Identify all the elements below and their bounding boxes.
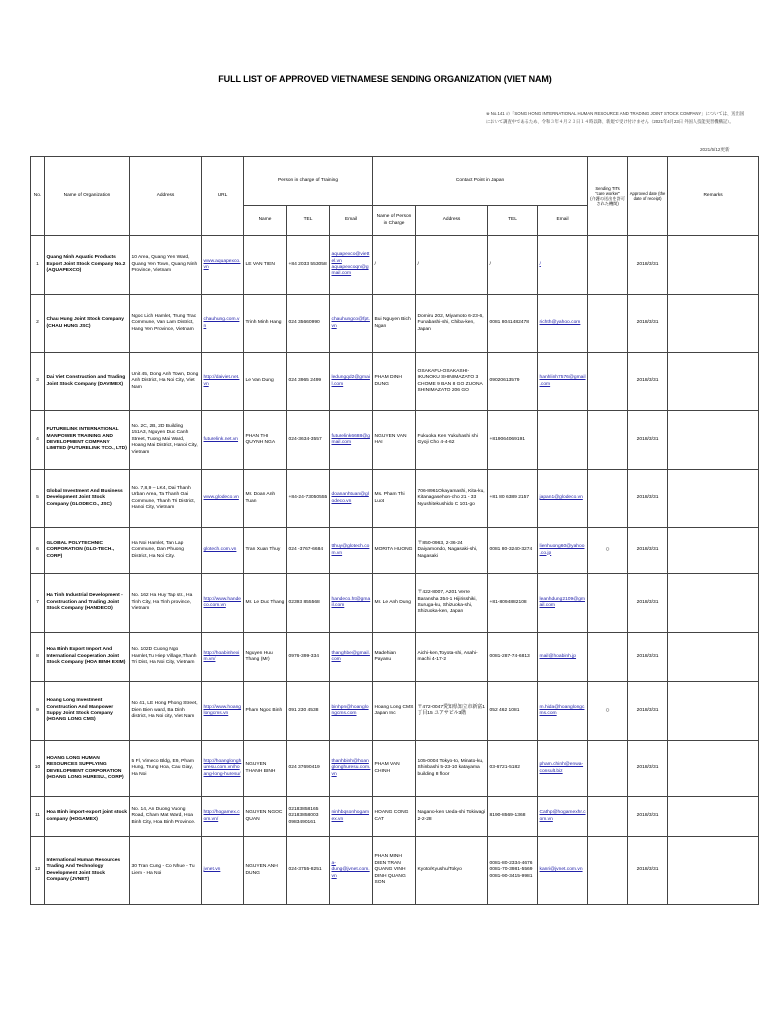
jp-address: Kyoto/Kyushu/Tokyo: [416, 837, 488, 905]
sending-mark: ○: [588, 682, 628, 741]
address: No. 14, An Duong Vuong Road, Cham Mat Ward, Hoa Binh City, Hoa Binh Province.: [130, 797, 202, 837]
approved-date: 2018/3/31: [628, 741, 668, 797]
approved-date: 2018/3/31: [628, 837, 668, 905]
remarks: [668, 633, 759, 682]
header-jp-person: Name of Person in Charge: [373, 206, 416, 236]
jp-tel: 0081 8041482478: [488, 295, 538, 353]
sending-mark: [588, 353, 628, 411]
jp-tel: 0081-80-2334-4676 0081-70-3981-5569 0081-90-3415-9981: [488, 837, 538, 905]
jp-tel: /: [488, 236, 538, 295]
website-link[interactable]: http://hoabinhexim.vn/: [202, 633, 244, 682]
jp-person: Mr. Le Anh Dung: [373, 574, 416, 633]
contact-email[interactable]: chauhungco@fpt.vn: [330, 295, 373, 353]
table-row: [31, 353, 759, 411]
approved-date: 2018/3/31: [628, 528, 668, 574]
approved-date: 2018/3/31: [628, 295, 668, 353]
row-number: 1: [31, 236, 45, 295]
table-row: [31, 682, 759, 741]
sending-mark: [588, 741, 628, 797]
address: No. 2C, 2B, 2D Building 151A3, Nguyen Duc Canh Street, Tuong Mai Ward, Hoang Mai District, Hanoi City, Vietnam: [130, 411, 202, 470]
contact-tel: 024 3965 2499: [287, 353, 330, 411]
header-org: Name of Organization: [45, 157, 130, 236]
jp-tel: 0081-287-74-6813: [488, 633, 538, 682]
row-number: 2: [31, 295, 45, 353]
organization-name: Global Investment And Business Development Joint Stock Company (GLODECO., JSC): [45, 470, 130, 528]
approved-date: 2018/3/31: [628, 633, 668, 682]
jp-person: Ms. Pham Thi Luot: [373, 470, 416, 528]
header-jp-tel: TEL: [488, 206, 538, 236]
organization-name: Hoa Binh Export Import And International Cooperation Joint Stock Company (HOA BINH EXIM): [45, 633, 130, 682]
sending-mark: [588, 633, 628, 682]
header-name: Name: [244, 206, 287, 236]
jp-email[interactable]: japan1@glodeco.vn: [538, 470, 588, 528]
organization-table: [30, 156, 759, 905]
contact-tel: 024 35660990: [287, 295, 330, 353]
note-text: ※ No.141 の「SONG HONG INTERNATIONAL HUMAN RESOURCE AND TRADING JOINT STOCK COMPANY」については、送出国において調査中であるため、令和３年４月２３日１４時以降、新規で受け付けません（2021年4月23日 外国人技能実習機構記）。: [486, 111, 745, 124]
organization-name: Hoa Binh import-export joint stock company (HOGAMEX): [45, 797, 130, 837]
sending-mark: [588, 295, 628, 353]
update-date: 2021/5/12更新: [700, 147, 730, 152]
table-row: [31, 470, 759, 528]
website-link[interactable]: chauhung.com.vn: [202, 295, 244, 353]
jp-address: 105-0004 Tokyo-to, Minato-ku, Shinbashi 5-23-10 katayama building 8 floor: [416, 741, 488, 797]
address: 10 Area, Quang Yen Ward, Quang Yen Town, Quang Ninh Province, Vietnam: [130, 236, 202, 295]
approved-date: 2018/3/31: [628, 411, 668, 470]
organization-name: Dai Viet Construction and Trading Joint Stock Company (DAVIMEX): [45, 353, 130, 411]
address: No. 7,8,9 – LK4, Dai Thanh Urban Area, Ta Thanh Oai Commune, Thanh Tri District, Hanoi City, Vietnam: [130, 470, 202, 528]
sending-mark: [588, 574, 628, 633]
remarks: [668, 837, 759, 905]
jp-address: 〒850-0963, 2-36-24 Daiyamondo, Nagasaki-shi, Nagasaki: [416, 528, 488, 574]
table-row: [31, 837, 759, 905]
row-number: 11: [31, 797, 45, 837]
row-number: 6: [31, 528, 45, 574]
jp-person: NGUYEN VAN HAI: [373, 411, 416, 470]
approved-date: 2018/3/31: [628, 574, 668, 633]
website-link[interactable]: futurelink.net.vn: [202, 411, 244, 470]
remarks: [668, 797, 759, 837]
organization-name: International Human Resources Trading And Technology Development Joint Stock Company (JVNET): [45, 837, 130, 905]
contact-name: Nguyen Huu Thang (Mr): [244, 633, 287, 682]
contact-name: Tran Xuan Thuy: [244, 528, 287, 574]
sending-mark: [588, 411, 628, 470]
jp-person: Hoang Long CMS Japan Inc: [373, 682, 416, 741]
jp-address: Domiru 202, Miyamoto 6-23-6, Funabashi-shi, Chiba-ken, Japan: [416, 295, 488, 353]
jp-address: OSAKAFU-OSAKASHI-IKUNOKU SHINIMAZATO 3 CHOME 9 BAN 8 GO ZUONA SHINIMAZATO 206 GO: [416, 353, 488, 411]
jp-email[interactable]: richth@yahoo.com: [538, 295, 588, 353]
contact-name: Mr. Doan Anh Tuan: [244, 470, 287, 528]
jp-email[interactable]: Cathp@hogamexhr.com.vn: [538, 797, 588, 837]
jp-person: Madehian Payanu: [373, 633, 416, 682]
jp-address: 〒422-8007, A201 Verre Baransha 354-1 Hijirisshiki, Suruga-ku, Shizuoka-shi, Shizuoka-ken, Japan: [416, 574, 488, 633]
row-number: 7: [31, 574, 45, 633]
remarks: [668, 236, 759, 295]
contact-tel: 02183858165 02183858003 0983490161: [287, 797, 330, 837]
row-number: 12: [31, 837, 45, 905]
row-number: 4: [31, 411, 45, 470]
remarks: [668, 470, 759, 528]
table-row: [31, 295, 759, 353]
remarks: [668, 528, 759, 574]
jp-email[interactable]: mail@hoabinh.jp: [538, 633, 588, 682]
header-jp-email: Email: [538, 206, 588, 236]
jp-address: Nagano-ken Ueda-shi Tokiwagi 2-2-28: [416, 797, 488, 837]
header-contact-japan: Contact Point in Japan: [373, 157, 588, 206]
jp-tel: 0081 80-3240-3274: [488, 528, 538, 574]
jp-person: /: [373, 236, 416, 295]
contact-email[interactable]: doananhtuan@glodeco.vn: [330, 470, 373, 528]
contact-name: NGUYEN THANH BINH: [244, 741, 287, 797]
website-link[interactable]: http://hoanglonghuresu.com.vn/hoang-long-huresu/: [202, 741, 244, 797]
organization-name: Ha Tinh Industrial Development - Construction and Trading Joint Stock Company (HANDECO): [45, 574, 130, 633]
jp-person: HOANG CONG CAT: [373, 797, 416, 837]
organization-name: GLOBAL POLYTECHNIC CORPORATION (GLO-TECH., CORP): [45, 528, 130, 574]
contact-tel: 024 -3767-6684: [287, 528, 330, 574]
remarks: [668, 295, 759, 353]
contact-tel: +84-24-73050555: [287, 470, 330, 528]
sending-mark: [588, 797, 628, 837]
table-row: [31, 236, 759, 295]
jp-email[interactable]: pham.chinh@enwa-consult.biz: [538, 741, 588, 797]
row-number: 10: [31, 741, 45, 797]
header-no: No.: [31, 157, 45, 236]
header-sending: Sending TITs "care worker" (介護の送出を許可された機関): [588, 157, 628, 236]
jp-tel: 09020613579: [488, 353, 538, 411]
header-jp-address: Address: [416, 206, 488, 236]
remarks: [668, 741, 759, 797]
jp-address: /: [416, 236, 488, 295]
row-number: 9: [31, 682, 45, 741]
jp-person: Bui Nguyen Bich Ngan: [373, 295, 416, 353]
contact-tel: +84 2033 553058: [287, 236, 330, 295]
website-link[interactable]: http://daiviet.net.vn: [202, 353, 244, 411]
page-title: FULL LIST OF APPROVED VIETNAMESE SENDING ORGANIZATION (VIET NAM): [218, 74, 552, 84]
jp-person: PHAM DINH DUNG: [373, 353, 416, 411]
sending-mark: [588, 837, 628, 905]
website-link[interactable]: http://www.hoanglongcms.vn: [202, 682, 244, 741]
remarks: [668, 574, 759, 633]
jp-tel: 8190-8569-1368: [488, 797, 538, 837]
jp-address: 706-8961Okayamashi, Kita-ku, Kitanagasehon-cho 21 - 33 Nyushitekushido C 101-go: [416, 470, 488, 528]
table-row: [31, 574, 759, 633]
row-number: 8: [31, 633, 45, 682]
organization-name: FUTURELINK INTERNATIONAL MANPOWER TRAINING AND DEVELOPMENT COMPANY LIMITED (FUTURELINK TCO., LTD): [45, 411, 130, 470]
header-email: Email: [330, 206, 373, 236]
header-remarks: Remarks: [668, 157, 759, 236]
sending-mark: [588, 236, 628, 295]
row-number: 3: [31, 353, 45, 411]
jp-email[interactable]: leanhdung2109@gmail.com: [538, 574, 588, 633]
contact-email[interactable]: ninhbqsonhogamex.vn: [330, 797, 373, 837]
header-address: Address: [130, 157, 202, 236]
contact-tel: 091 230 4538: [287, 682, 330, 741]
website-link[interactable]: jvnet.vn: [202, 837, 244, 905]
table-row: [31, 741, 759, 797]
contact-name: LE VAN TIEN: [244, 236, 287, 295]
address: No. 162 Ha Huy Tap str., Ha Tinh City, Ha Tinh province, Vietnam: [130, 574, 202, 633]
address: Unit 45, Dong Anh Town, Dong Anh District, Ha Noi City, Viet Nam: [130, 353, 202, 411]
jp-person: PHAN MINH DIEN TRAN QUANG VINH DINH QUANG SON: [373, 837, 416, 905]
address: 5 Fl, Vimeco Bldg, E9, Pham Hung, Trung Hoa, Cau Giay, Ha Noi: [130, 741, 202, 797]
approved-date: 2018/3/31: [628, 470, 668, 528]
contact-tel: 024-3755-8251: [287, 837, 330, 905]
contact-name: Le Van Dung: [244, 353, 287, 411]
jp-email[interactable]: kanri@jvnet.com.vn: [538, 837, 588, 905]
contact-email[interactable]: tthuy@glotech.com.vn: [330, 528, 373, 574]
table-row: [31, 633, 759, 682]
remarks: [668, 353, 759, 411]
jp-address: Fukuoka Ken Yukuhashi shi Gyoji Cho 4-4-62: [416, 411, 488, 470]
row-number: 5: [31, 470, 45, 528]
website-link[interactable]: http://hogamex.com.vn/: [202, 797, 244, 837]
header-url: URL: [202, 157, 244, 236]
address: No. 102D Cuong Ngo Hamlet,Tu Hiep Village,Thanh Tri Dist, Ha Noi City, Vietnam: [130, 633, 202, 682]
contact-name: PHAN THI QUYNH NGA: [244, 411, 287, 470]
website-link[interactable]: www.aquapexco.vn: [202, 236, 244, 295]
organization-name: Hoang Long Investment Construction And Manpower Suppy Joint Stock Company (HOANG LONG CMS): [45, 682, 130, 741]
jp-tel: +81-8094882108: [488, 574, 538, 633]
jp-email: [538, 411, 588, 470]
contact-name: Trinh Minh Hang: [244, 295, 287, 353]
jp-email[interactable]: /: [538, 236, 588, 295]
website-link[interactable]: http://www.handeco.com.vn: [202, 574, 244, 633]
address: Ngoc Lich Hamlet, Trung Trac Commune, Van Lam District, Hang Yen Province, Vietnam: [130, 295, 202, 353]
jp-email[interactable]: lienhuong60@yahoo.co.jp: [538, 528, 588, 574]
jp-email[interactable]: m.hida@hoanglongcms.com: [538, 682, 588, 741]
contact-email[interactable]: handeco.ht@gmail.com: [330, 574, 373, 633]
approved-date: 2018/3/31: [628, 353, 668, 411]
address: Ha Noi Hamlet, Tan Lap Commune, Dan Phuong District, Ha Noi City.: [130, 528, 202, 574]
contact-tel: 024 37690419: [287, 741, 330, 797]
table-row: [31, 528, 759, 574]
approved-date: 2018/3/31: [628, 236, 668, 295]
contact-tel: 024-3634-3557: [287, 411, 330, 470]
jp-person: MORITA HUONG: [373, 528, 416, 574]
table-row: [31, 411, 759, 470]
contact-email[interactable]: thanhbinh@hoanglonghuresu.com.vn: [330, 741, 373, 797]
contact-email[interactable]: binhpn@hoanglongcms.com: [330, 682, 373, 741]
remarks: [668, 411, 759, 470]
website-link[interactable]: glotech.com.vn: [202, 528, 244, 574]
approved-date: 2018/3/31: [628, 797, 668, 837]
jp-tel: 03-6721-5182: [488, 741, 538, 797]
approved-date: 2018/3/31: [628, 682, 668, 741]
contact-name: NGUYEN NGOC QUAN: [244, 797, 287, 837]
contact-email[interactable]: ledungqd2@gmail.com: [330, 353, 373, 411]
organization-name: Chau Hung Joint Stock Company (CHAU HUNG JSC): [45, 295, 130, 353]
jp-tel: 052 462 1081: [488, 682, 538, 741]
sending-mark: [588, 470, 628, 528]
organization-name: Quang Ninh Aquatic Products Export Joint Stock Company No.2 (AQUAPEXCO): [45, 236, 130, 295]
website-link[interactable]: www.glodeco.vn: [202, 470, 244, 528]
table-row: [31, 797, 759, 837]
contact-name: Mr. Le Duc Thang: [244, 574, 287, 633]
jp-tel: +819064069191: [488, 411, 538, 470]
contact-name: NGUYEN ANH DUNG: [244, 837, 287, 905]
jp-address: Aichi-ken,Toyota-shi, Asahi-machi 4-17-2: [416, 633, 488, 682]
contact-tel: 0976-399-334: [287, 633, 330, 682]
jp-tel: +81 80 6389 2157: [488, 470, 538, 528]
contact-name: Pham Ngoc Binh: [244, 682, 287, 741]
table-body: [31, 236, 759, 905]
contact-email[interactable]: futurelink6688@gmail.com: [330, 411, 373, 470]
jp-email[interactable]: hanhlinh7576@gmail.com: [538, 353, 588, 411]
header-tel: TEL: [287, 206, 330, 236]
contact-email[interactable]: a-dung@jvnet.com.vn: [330, 837, 373, 905]
address: 30 Tran Cung - Co Nhue - Tu Liem - Ha Noi: [130, 837, 202, 905]
sending-mark: ○: [588, 528, 628, 574]
header-approved: Approved date (the date of receipt): [628, 157, 668, 236]
header-person-training: Person in charge of Training: [244, 157, 373, 206]
organization-name: HOANG LONG HUMAN RESOURCES SUPPLYING DEVELOPMENT CORPORATION (HOANG LONG HURESU., CORP): [45, 741, 130, 797]
remarks: [668, 682, 759, 741]
address: No 41, LE Hong Phong Street, Dien Bien ward, Ba Dinh district, Ha Noi city, Viet Nam: [130, 682, 202, 741]
jp-person: PHAM VAN CHINH: [373, 741, 416, 797]
jp-address: 〒472-0047愛知県知立市新富1丁目15 ユアサビル3階: [416, 682, 488, 741]
contact-email[interactable]: aquapexco@viettel.vn aquapexcoqn@gmail.com: [330, 236, 373, 295]
contact-email[interactable]: thanghbe@gmail.com: [330, 633, 373, 682]
contact-tel: 02393 855568: [287, 574, 330, 633]
